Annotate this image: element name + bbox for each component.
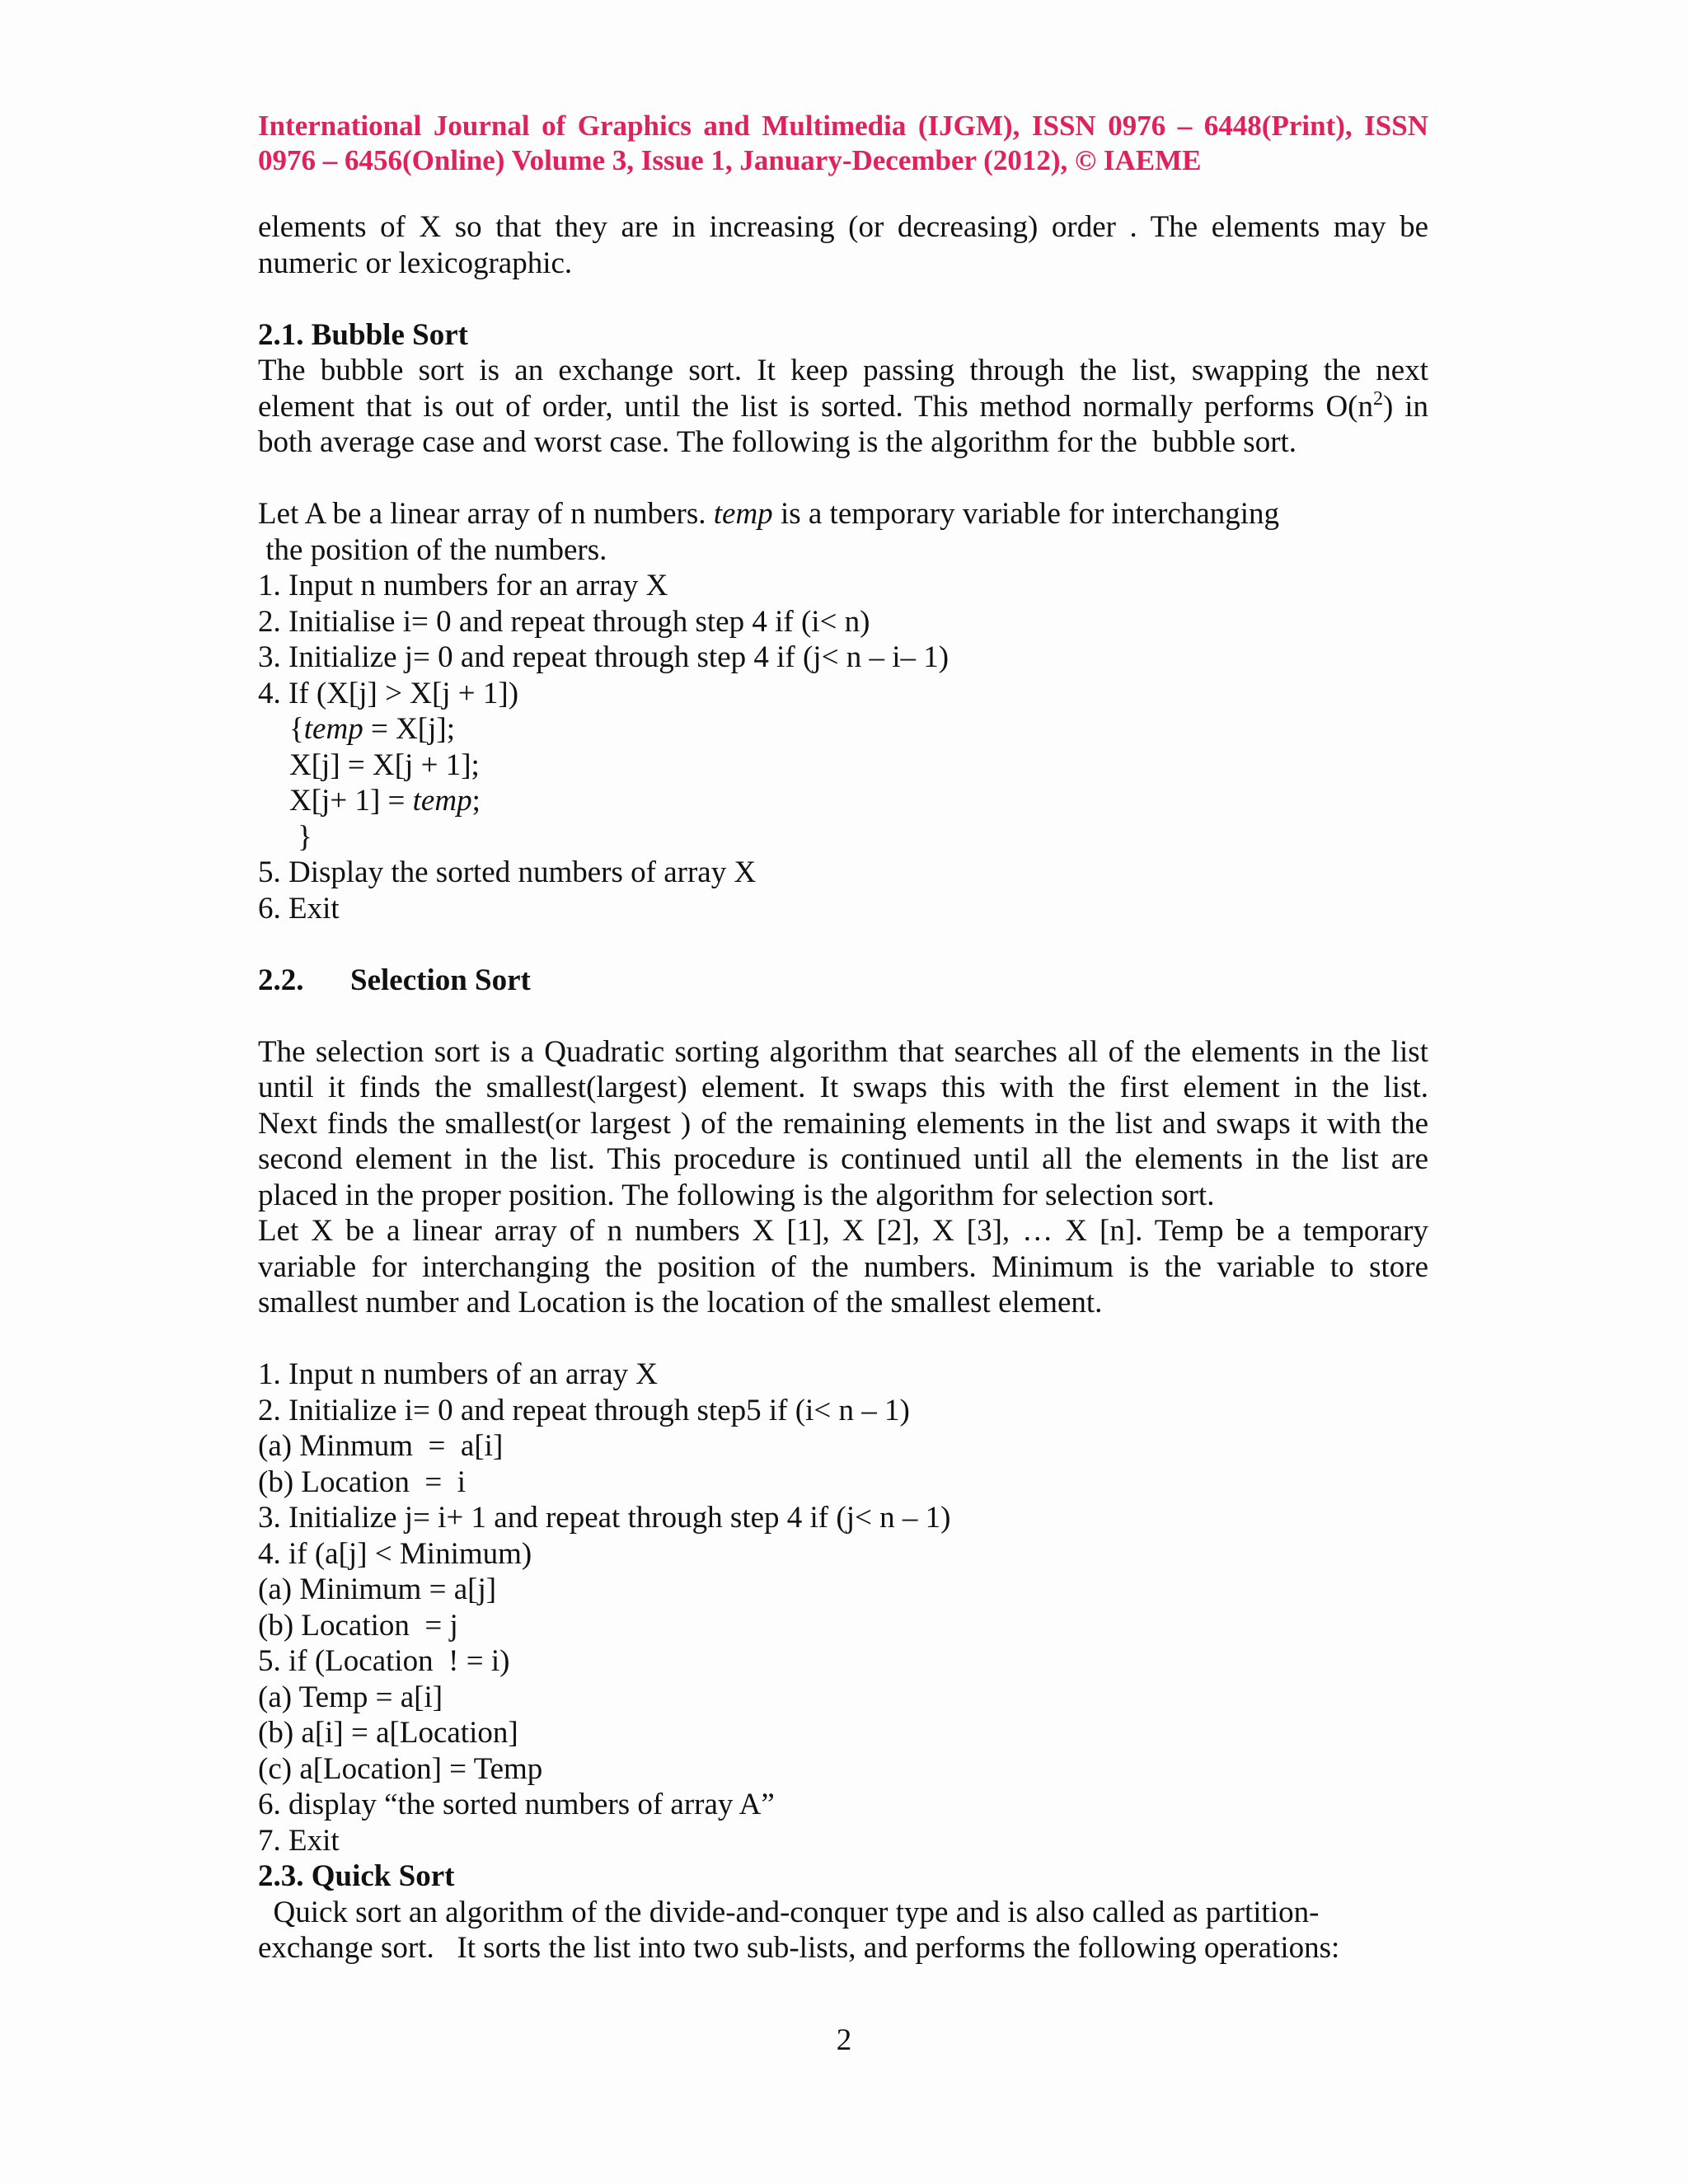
bubble-step-1: 1. Input n numbers for an array X [258, 569, 668, 602]
bubble-para-line-3: both average case and worst case. The following is the algorithm for the bubble sort. [258, 425, 1297, 459]
header-line-2: 0976 – 6456(Online) Volume 3, Issue 1, January-December (2012), © IAEME [258, 144, 1202, 176]
selection-step-5c: (c) a[Location] = Temp [258, 1751, 543, 1786]
bubble-let-line-2: the position of the numbers. [258, 532, 607, 567]
bubble-code-line-3: X[j+ 1] = temp; [289, 784, 481, 818]
header-line-1: International Journal of Graphics and Multimedia (IJGM), ISSN 0976 – 6448(Print), ISSN [258, 110, 1428, 142]
selection-step-4: 4. if (a[j] < Minimum) [258, 1536, 532, 1571]
selection-para-line-3: Next finds the smallest(or largest ) of the remaining elements in the list and swaps it with the [258, 1106, 1428, 1141]
bubble-step-2: 2. Initialise i= 0 and repeat through step 4 if (i< n) [258, 604, 870, 639]
bubble-code-line-1: {temp = X[j]; [289, 712, 455, 746]
selection-para-line-7: variable for interchanging the position of the numbers. Minimum is the variable to store [258, 1249, 1428, 1284]
selection-step-4b: (b) Location = j [258, 1608, 458, 1643]
selection-para-line-4: second element in the list. This procedure is continued until all the elements in the list are [258, 1142, 1428, 1176]
intro-line-1: elements of X so that they are in increasing (or decreasing) order . The elements may be [258, 210, 1428, 244]
quick-para-line-1: Quick sort an algorithm of the divide-and-conquer type and is also called as partition- [273, 1895, 1320, 1929]
bubble-code-close: } [298, 819, 312, 854]
bubble-step-4: 4. If (X[j] > X[j + 1]) [258, 676, 519, 710]
selection-para-line-6: Let X be a linear array of n numbers X [1], X [2], X [3], … X [n]. Temp be a temporary [258, 1214, 1428, 1248]
journal-header [258, 109, 1428, 178]
selection-step-2a: (a) Minmum = a[i] [258, 1429, 504, 1463]
selection-step-3: 3. Initialize j= i+ 1 and repeat through step 4 if (j< n – 1) [258, 1501, 951, 1535]
selection-step-5: 5. if (Location ! = i) [258, 1644, 510, 1678]
selection-para-line-8: smallest number and Location is the location of the smallest element. [258, 1286, 1103, 1319]
selection-para-line-5: placed in the proper position. The following is the algorithm for selection sort. [258, 1178, 1215, 1212]
selection-step-7: 7. Exit [258, 1823, 340, 1858]
bubble-para-line-1: The bubble sort is an exchange sort. It keep passing through the list, swapping the next [258, 354, 1428, 387]
bubble-para-line-2: element that is out of order, until the list is sorted. This method normally performs $O(n^2)$ in [258, 387, 1428, 424]
page-number: 2 [836, 2023, 852, 2057]
selection-step-2: 2. Initialize i= 0 and repeat through step5 if (i< n – 1) [258, 1393, 910, 1427]
section-heading-quick-sort: 2.3. Quick Sort [258, 1859, 455, 1893]
selection-step-5b: (b) a[i] = a[Location] [258, 1716, 518, 1750]
body-text [258, 209, 1428, 1966]
selection-step-6: 6. display “the sorted numbers of array A” [258, 1788, 775, 1821]
bubble-step-3: 3. Initialize j= 0 and repeat through step 4 if (j< n – i– 1) [258, 640, 950, 674]
selection-para-line-1: The selection sort is a Quadratic sorting algorithm that searches all of the elements in the list [258, 1034, 1428, 1069]
bubble-code-line-2: X[j] = X[j + 1]; [289, 748, 480, 782]
bubble-step-6: 6. Exit [258, 891, 340, 926]
selection-step-2b: (b) Location = i [258, 1465, 467, 1499]
section-heading-selection-sort: 2.2. Selection Sort [258, 963, 531, 997]
bubble-step-5: 5. Display the sorted numbers of array X [258, 855, 757, 889]
selection-step-5a: (a) Temp = a[i] [258, 1680, 443, 1714]
intro-line-2: numeric or lexicographic. [258, 246, 573, 280]
selection-para-line-2: until it finds the smallest(largest) element. It swaps this with the first element in the list. [258, 1071, 1428, 1104]
selection-step-1: 1. Input n numbers of an array X [258, 1357, 658, 1391]
quick-para-line-2: exchange sort. It sorts the list into two sub-lists, and performs the following operations: [258, 1931, 1340, 1965]
section-heading-bubble-sort: 2.1. Bubble Sort [258, 317, 468, 352]
selection-step-4a: (a) Minimum = a[j] [258, 1572, 497, 1606]
bubble-let-line-1: Let A be a linear array of n numbers. temp is a temporary variable for interchanging [258, 497, 1280, 531]
